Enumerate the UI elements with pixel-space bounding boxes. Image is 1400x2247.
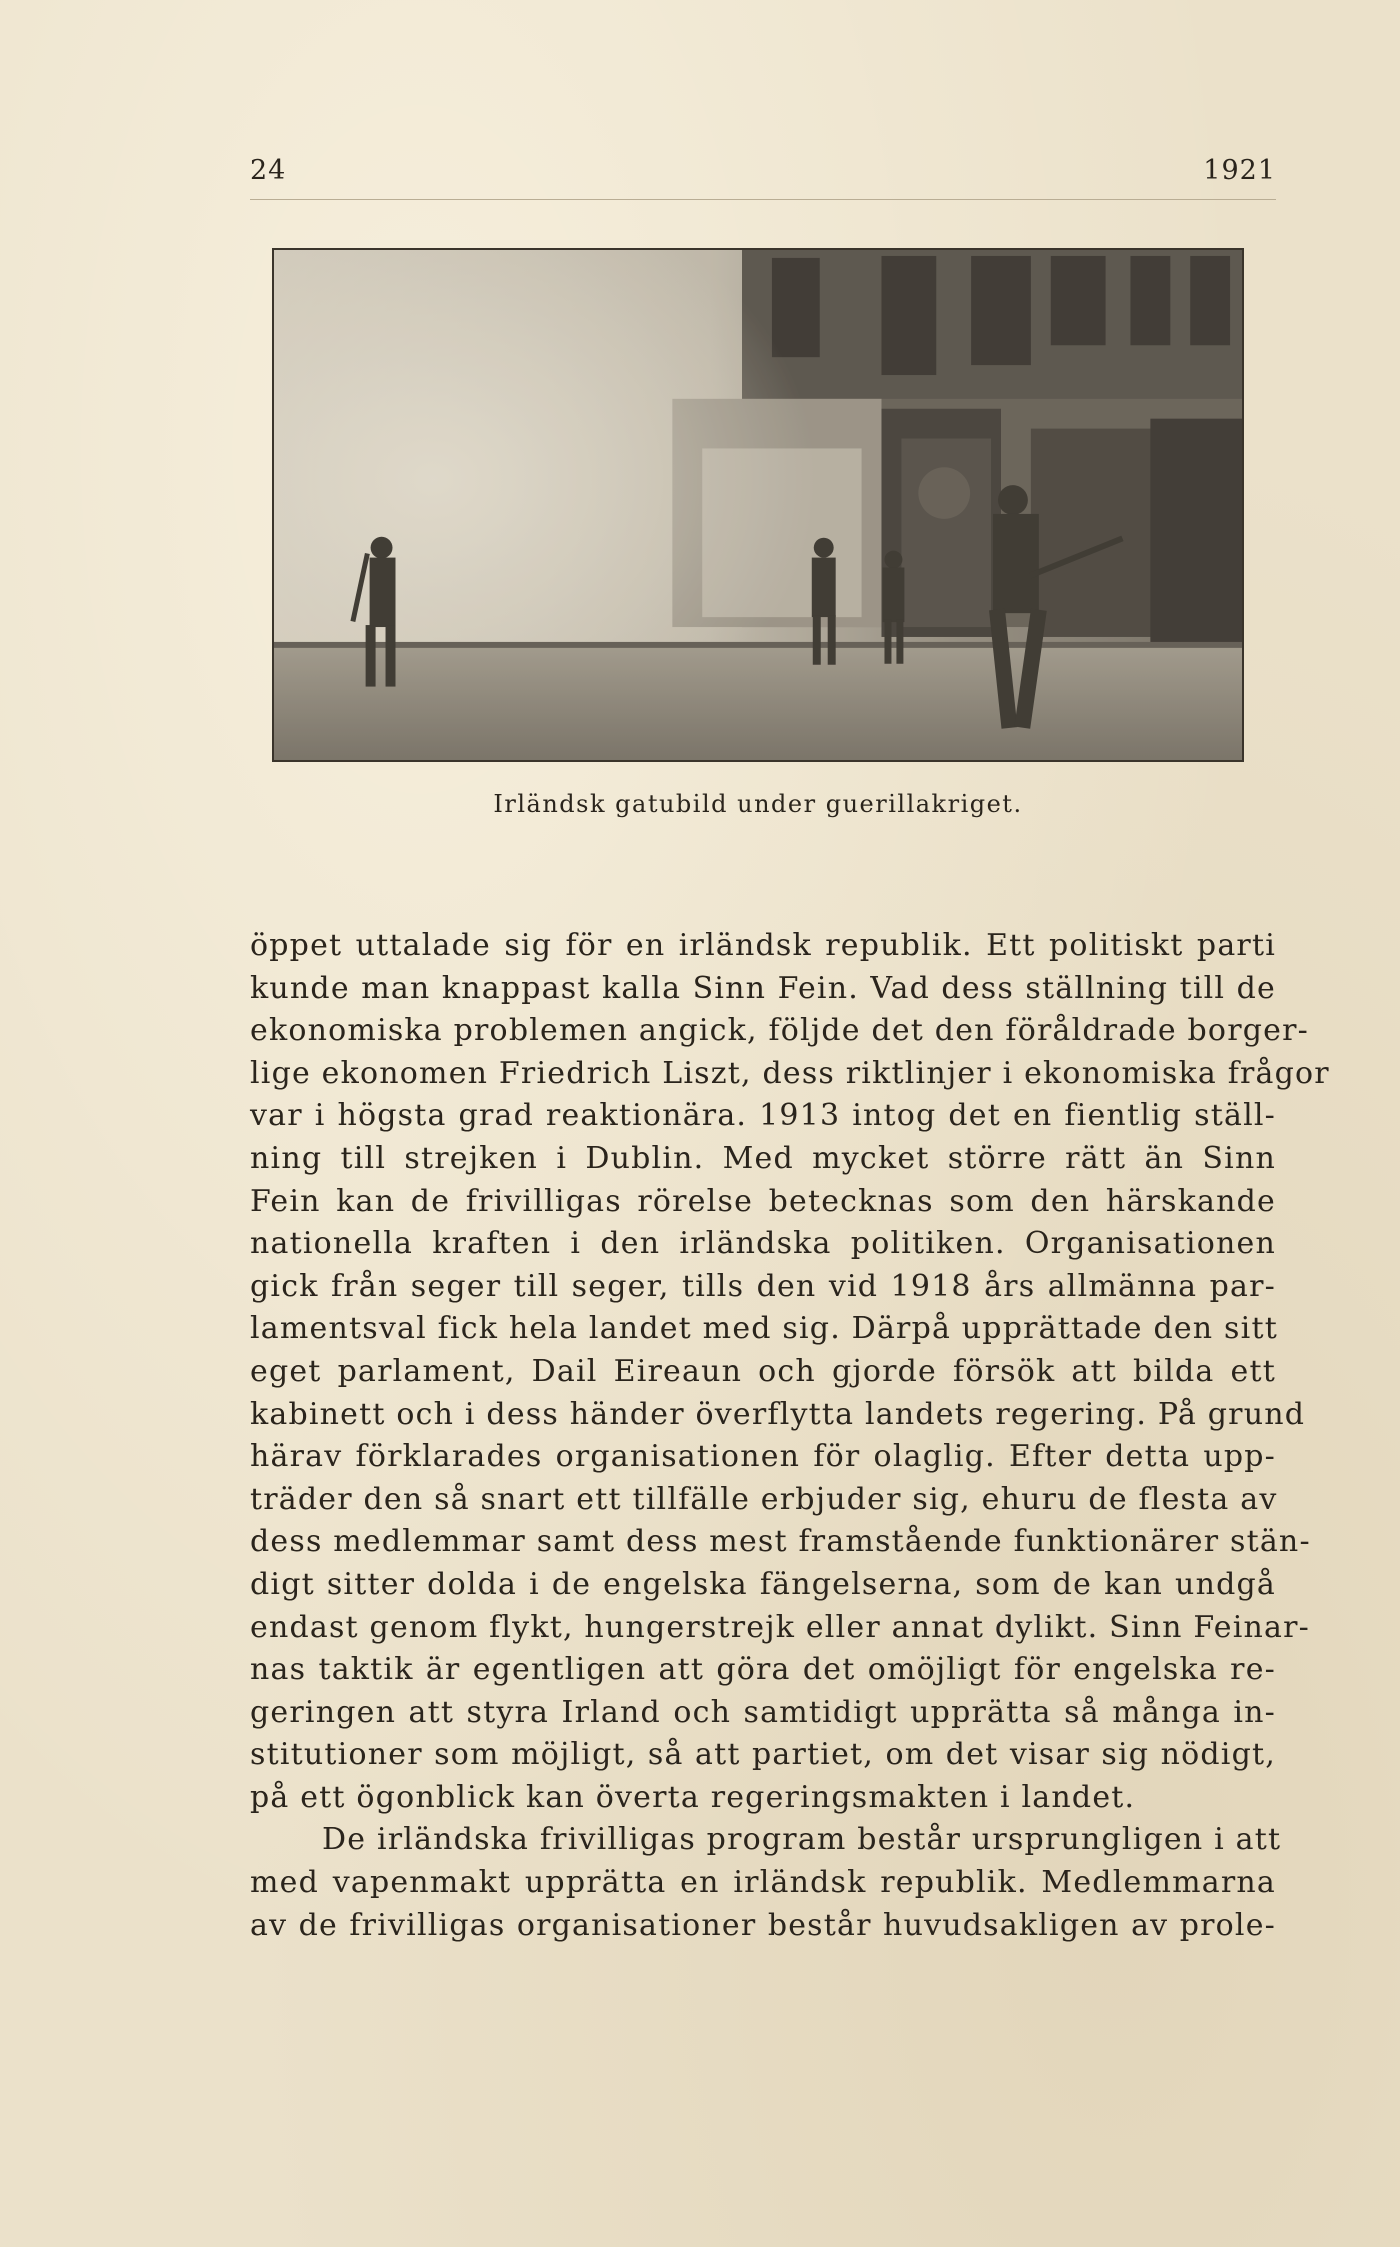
- text-line: nationella kraften i den irländska politiken. Organisationen: [250, 1226, 1276, 1262]
- text-line: lige ekonomen Friedrich Liszt, dess riktlinjer i ekonomiska frågor: [250, 1055, 1330, 1091]
- text-line: gick från seger till seger, tills den vid 1918 års allmänna par-: [250, 1268, 1276, 1304]
- body-text: [250, 925, 1330, 1947]
- text-line: dess medlemmar samt dess mest framstående funktionärer stän-: [250, 1524, 1311, 1560]
- running-head-year: 1921: [1203, 155, 1276, 186]
- running-head: [250, 155, 1276, 200]
- street-photo-illustration: [274, 250, 1242, 760]
- text-line: lamentsval fick hela landet med sig. Därpå upprättade den sitt: [250, 1311, 1278, 1347]
- page-number: 24: [250, 155, 287, 186]
- text-line: endast genom flykt, hungerstrejk eller annat dylikt. Sinn Feinar-: [250, 1609, 1311, 1645]
- photo-caption: Irländsk gatubild under guerillakriget.: [493, 790, 1023, 818]
- text-line: öppet uttalade sig för en irländsk republik. Ett politiskt parti: [250, 928, 1276, 963]
- text-line: ekonomiska problemen angick, följde det den föråldrade borger-: [250, 1013, 1309, 1049]
- street-photo: [272, 248, 1244, 762]
- text-line: var i högsta grad reaktionära. 1913 intog det en fientlig ställ-: [250, 1098, 1276, 1134]
- text-line: digt sitter dolda i de engelska fängelserna, som de kan undgå: [250, 1566, 1276, 1602]
- text-line: på ett ögonblick kan överta regeringsmakten i landet.: [250, 1779, 1136, 1815]
- text-line: kunde man knappast kalla Sinn Fein. Vad dess ställning till de: [250, 970, 1276, 1006]
- text-line: härav förklarades organisationen för olaglig. Efter detta upp-: [250, 1439, 1276, 1475]
- text-line: Fein kan de frivilligas rörelse betecknas som den härskande: [250, 1183, 1276, 1219]
- text-line: kabinett och i dess händer överflytta landets regering. På grund: [250, 1396, 1306, 1432]
- text-line: De irländska frivilligas program består ursprungligen i att: [322, 1822, 1282, 1858]
- text-line: av de frivilligas organisationer består huvudsakligen av prole-: [250, 1907, 1276, 1943]
- text-line: eget parlament, Dail Eireaun och gjorde försök att bilda ett: [250, 1353, 1276, 1389]
- text-line: nas taktik är egentligen att göra det omöjligt för engelska re-: [250, 1652, 1276, 1688]
- text-line: stitutioner som möjligt, så att partiet, om det visar sig nödigt,: [250, 1737, 1276, 1773]
- text-line: geringen att styra Irland och samtidigt upprätta så många in-: [250, 1694, 1276, 1730]
- text-line: träder den så snart ett tillfälle erbjuder sig, ehuru de flesta av: [250, 1481, 1278, 1517]
- text-line: med vapenmakt upprätta en irländsk republik. Medlemmarna: [250, 1865, 1276, 1901]
- text-line: ning till strejken i Dublin. Med mycket större rätt än Sinn: [250, 1140, 1276, 1176]
